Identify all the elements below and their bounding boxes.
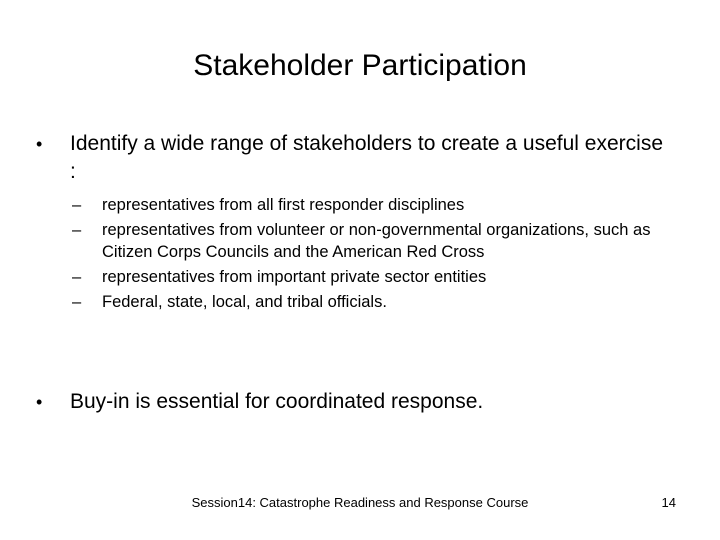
footer-course-name: Session14: Catastrophe Readiness and Response Course <box>191 495 529 510</box>
slide-title: Stakeholder Participation <box>193 49 527 82</box>
sub-bullet-text: Federal, state, local, and tribal officials. <box>102 293 387 311</box>
dash-icon: – <box>72 221 82 239</box>
bullet-dot-icon: • <box>36 134 43 154</box>
dash-icon: – <box>72 293 82 311</box>
bullet-text: Buy-in is essential for coordinated response. <box>70 390 484 413</box>
sub-bullet-item <box>72 194 692 216</box>
page-number: 14 <box>661 495 676 510</box>
bullet-text: Identify a wide range of stakeholders to create a useful exercise : <box>70 132 664 183</box>
bullet-dot-icon: • <box>36 392 43 412</box>
sub-bullet-item <box>72 266 692 288</box>
sub-bullet-item <box>72 291 692 313</box>
sub-bullet-text: representatives from important private sector entities <box>102 268 487 286</box>
dash-icon: – <box>72 268 82 286</box>
sub-bullet-list <box>72 194 692 316</box>
sub-bullet-text: representatives from volunteer or non-governmental organizations, such as Citizen Corps Councils and the American Red Cross <box>102 221 651 261</box>
sub-bullet-item <box>72 219 692 263</box>
dash-icon: – <box>72 196 82 214</box>
sub-bullet-text: representatives from all first responder disciplines <box>102 196 465 214</box>
